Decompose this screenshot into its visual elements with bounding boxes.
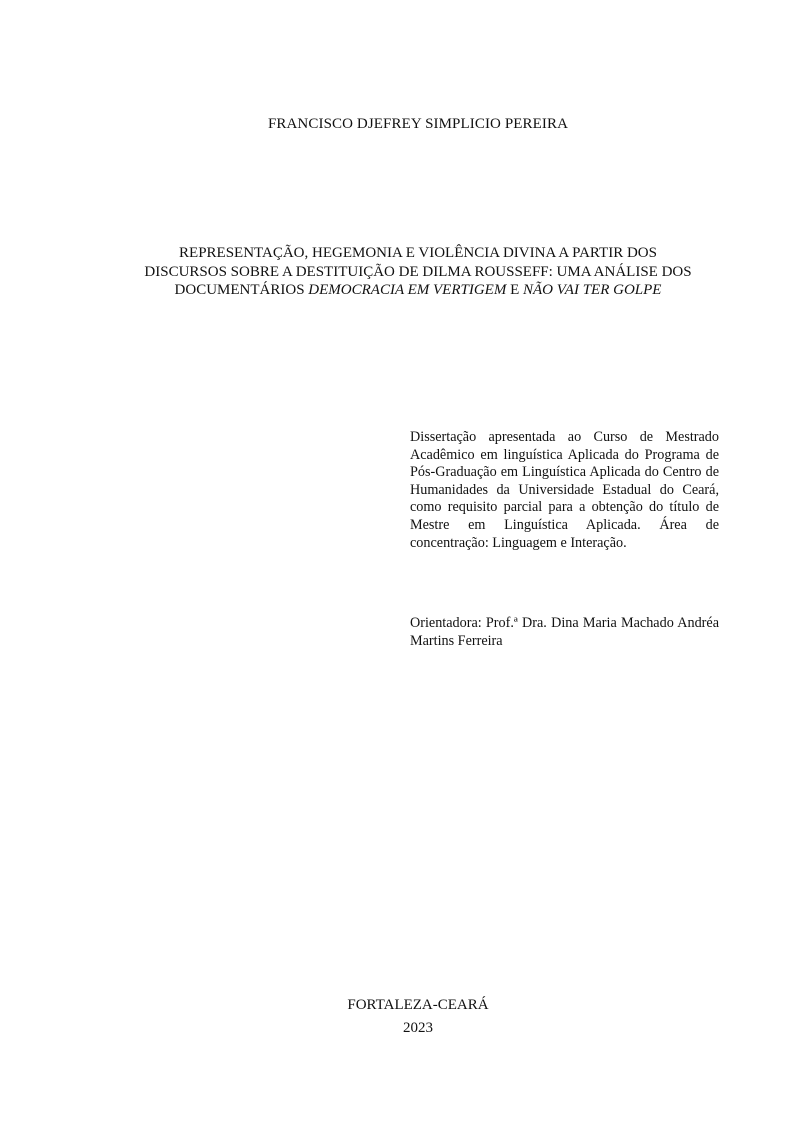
author-name: FRANCISCO DJEFREY SIMPLICIO PEREIRA	[267, 116, 569, 132]
year: 2023	[403, 1020, 433, 1036]
thesis-title	[100, 244, 736, 300]
film-title-democracia: DEMOCRACIA EM VERTIGEM	[308, 282, 507, 298]
film-title-golpe: NÃO VAI TER GOLPE	[523, 282, 662, 298]
dissertation-nature-statement: Dissertação apresentada ao Curso de Mestrado Acadêmico em linguística Aplicada do Programa de Pós-Graduação em Linguística Aplicada do Centro de Humanidades da Universidade Estadual do Ceará, como requisito parcial para a obtenção do título de Mestre em Linguística Aplicada. Área de concentração: Linguagem e Interação.	[410, 429, 719, 551]
title-line-3-prefix: DOCUMENTÁRIOS	[174, 282, 309, 298]
advisor-statement: Orientadora: Prof.ª Dra. Dina Maria Machado Andréa Martins Ferreira	[410, 615, 719, 649]
place: FORTALEZA-CEARÁ	[347, 997, 489, 1013]
title-line-1: REPRESENTAÇÃO, HEGEMONIA E VIOLÊNCIA DIVINA A PARTIR DOS	[179, 245, 657, 261]
title-connector: E	[506, 282, 523, 298]
title-line-2: DISCURSOS SOBRE A DESTITUIÇÃO DE DILMA ROUSSEFF: UMA ANÁLISE DOS	[144, 263, 692, 280]
title-line-3	[100, 281, 736, 300]
